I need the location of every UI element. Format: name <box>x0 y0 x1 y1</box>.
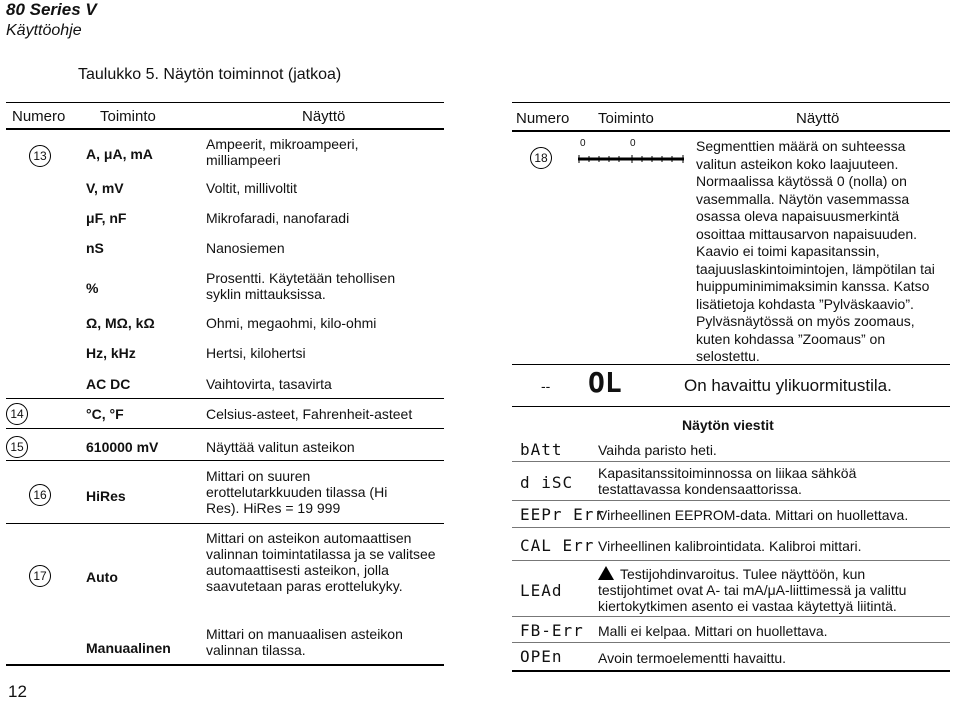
function-label: °C, °F <box>86 406 124 422</box>
function-desc: Nanosiemen <box>206 240 285 256</box>
bargraph-desc: Segmenttien määrä on suhteessa valitun asteikon koko laajuuteen. Normaalissa käytössä 0 (nolla) on vasemmalla. Näytön vasemmassa osassa oleva napaisuusmerkintä osoittaa mittausarvon napaisuuden. Kaavio ei toimi kapasitanssin, taajuuslaskintoimintojen, lämpötilan tai huippuminimimaksimin kanssa. Katso lisätietoja kohdasta ”Pylväskaavio”. Pylväsnäytössä on myös zoomaus, kuten kohdassa ”Zoomaus” on selostettu. <box>696 138 935 364</box>
bar-zero-label: 0 <box>580 138 586 149</box>
ol-num: -- <box>541 378 551 394</box>
function-desc: Mittari on suuren erottelutarkkuuden tilassa (Hi Res). HiRes = 19 999 <box>206 468 388 516</box>
message-code: CAL Err <box>520 536 595 555</box>
function-desc: Mittari on manuaalisen asteikon valinnan tilassa. <box>206 626 403 658</box>
function-desc: Vaihtovirta, tasavirta <box>206 376 332 392</box>
callout-16: 16 <box>29 484 51 506</box>
header-numero: Numero <box>516 110 570 127</box>
function-label: % <box>86 280 99 296</box>
message-code: LEAd <box>520 581 563 600</box>
warning-icon <box>598 566 614 580</box>
page-number: 12 <box>8 682 27 701</box>
function-label: Hz, kHz <box>86 345 136 361</box>
message-desc: Malli ei kelpaa. Mittari on huollettava. <box>598 623 828 639</box>
header-numero: Numero <box>12 108 66 125</box>
guide-title: Käyttöohje <box>6 22 82 39</box>
message-code: OPEn <box>520 647 563 666</box>
callout-13: 13 <box>29 145 51 167</box>
message-desc: Avoin termoelementti havaittu. <box>598 650 787 666</box>
message-desc: Testijohdinvaroitus. Tulee näyttöön, kun testijohtimet ovat A- tai mA/μA-liittimessä ja valittu kiertokytkimen asento ei vastaa käytettyä liitintä. <box>598 566 907 614</box>
message-code: d iSC <box>520 473 574 492</box>
message-desc: Kapasitanssitoiminnossa on liikaa sähköä testattavassa kondensaattorissa. <box>598 465 857 497</box>
function-label: nS <box>86 240 104 256</box>
message-code: FB-Err <box>520 621 584 640</box>
function-label: 610000 mV <box>86 439 159 455</box>
message-desc: Virheellinen EEPROM-data. Mittari on huollettava. <box>598 507 909 523</box>
function-label: A, μA, mA <box>86 146 153 162</box>
function-desc: Näyttää valitun asteikon <box>206 439 355 455</box>
function-desc: Voltit, millivoltit <box>206 180 298 196</box>
callout-18: 18 <box>530 147 552 169</box>
function-label: AC DC <box>86 376 131 392</box>
function-desc: Ohmi, megaohmi, kilo-ohmi <box>206 315 377 331</box>
message-desc: Virheellinen kalibrointidata. Kalibroi mittari. <box>598 538 862 554</box>
function-desc: Prosentti. Käytetään tehollisen syklin mittauksissa. <box>206 270 396 302</box>
header-naytto: Näyttö <box>796 110 840 127</box>
message-code: bAtt <box>520 440 563 459</box>
callout-15: 15 <box>6 436 28 458</box>
table-caption: Taulukko 5. Näytön toiminnot (jatkoa) <box>78 66 342 83</box>
function-label: Ω, MΩ, kΩ <box>86 315 155 331</box>
function-desc: Hertsi, kilohertsi <box>206 345 306 361</box>
function-desc: Celsius-asteet, Fahrenheit-asteet <box>206 406 413 422</box>
function-label: μF, nF <box>86 210 127 226</box>
function-label: Auto <box>86 569 118 585</box>
header-naytto: Näyttö <box>302 108 346 125</box>
message-code: EEPr Err <box>520 505 606 524</box>
function-desc: Mikrofaradi, nanofaradi <box>206 210 350 226</box>
bargraph-icon <box>578 150 684 158</box>
function-label: V, mV <box>86 180 124 196</box>
ol-symbol: OL <box>588 366 622 399</box>
ol-desc: On havaittu ylikuormitustila. <box>684 376 892 395</box>
bar-zero-label: 0 <box>630 138 636 149</box>
header-toiminto: Toiminto <box>598 110 654 127</box>
messages-title: Näytön viestit <box>682 417 774 433</box>
function-desc: Mittari on asteikon automaattisen valinnan toimintatilassa ja se valitsee automaattisesti asteikon, jolla saavutetaan paras erottelukyky. <box>206 530 436 594</box>
callout-17: 17 <box>29 565 51 587</box>
header-toiminto: Toiminto <box>100 108 156 125</box>
function-label: Manuaalinen <box>86 640 171 656</box>
message-desc: Vaihda paristo heti. <box>598 442 717 458</box>
callout-14: 14 <box>6 403 28 425</box>
series-title: 80 Series V <box>6 0 97 19</box>
function-desc: Ampeerit, mikroampeeri, milliampeeri <box>206 136 359 168</box>
function-label: HiRes <box>86 488 126 504</box>
